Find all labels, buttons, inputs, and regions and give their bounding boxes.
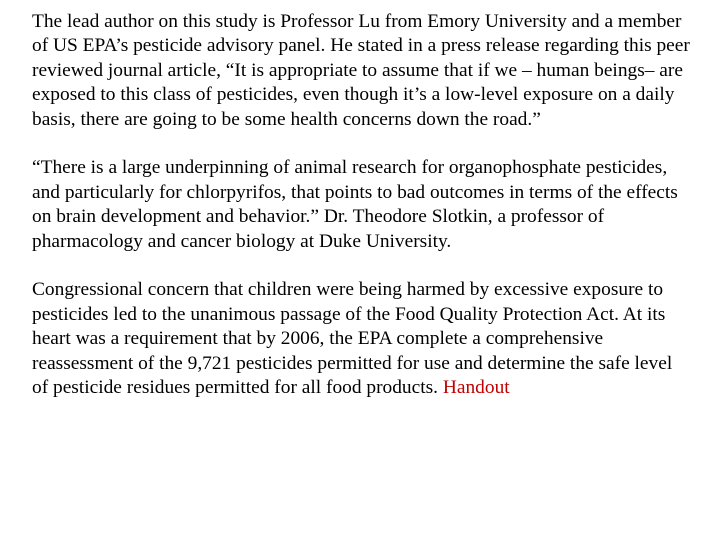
paragraph-slotkin-quote (32, 156, 692, 254)
handout-link[interactable]: Handout (442, 377, 510, 399)
paragraph-slotkin-quote-text: “There is a large underpinning of animal research for organophosphate pesticides, and particularly for chlorpyrifos, that points to bad outcomes in terms of the effects on brain development and behavior.” Dr. Theodore Slotkin, a professor of pharmacology and cancer biology at Duke University. (32, 157, 678, 252)
paragraph-lu-quote (32, 10, 692, 132)
paragraph-lu-quote-text: The lead author on this study is Professor Lu from Emory University and a member of US EPA’s pesticide advisory panel. He stated in a press release regarding this peer reviewed journal article, “It is appropriate to assume that if we – human beings– are exposed to this class of pesticides, even though it’s a low-level exposure on a daily basis, there are going to be some health concerns down the road.” (32, 11, 690, 130)
paragraph-fqpa-text: Congressional concern that children were being harmed by excessive exposure to pesticides led to the unanimous passage of the Food Quality Protection Act. At its heart was a requirement that by 2006, the EPA complete a comprehensive reassessment of the 9,721 pesticides permitted for use and determine the safe level of pesticide residues permitted for all food products. (32, 279, 673, 399)
paragraph-fqpa (32, 278, 692, 400)
